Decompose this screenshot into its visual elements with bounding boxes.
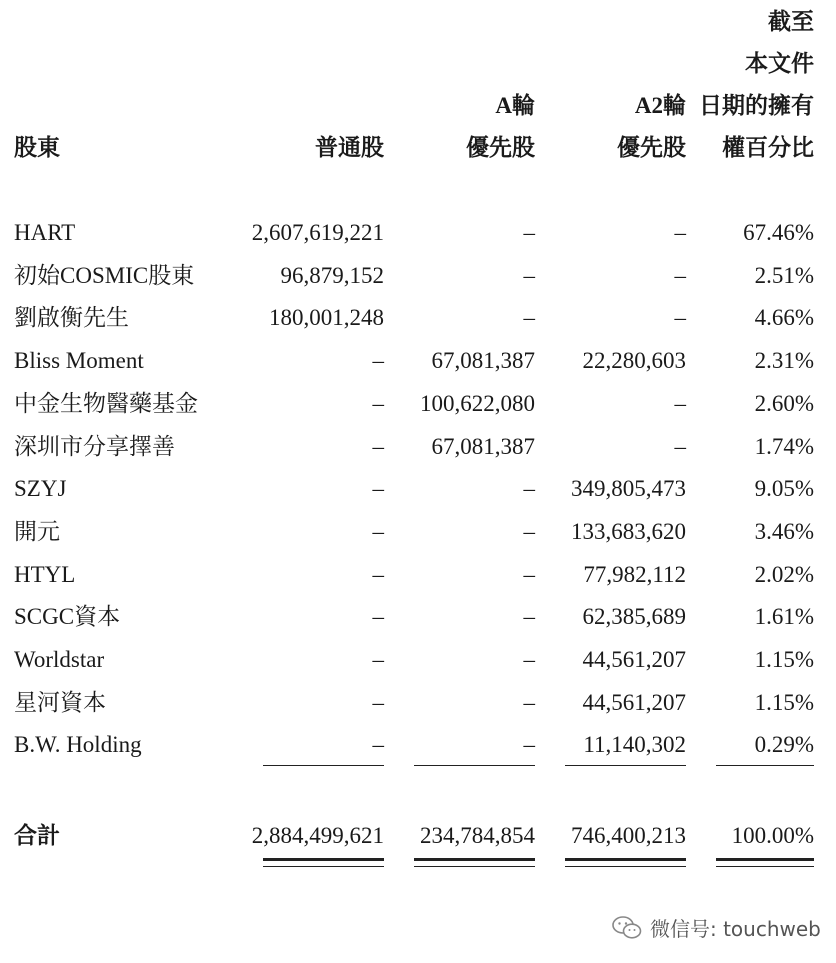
cell-name: 中金生物醫藥基金 — [14, 391, 198, 416]
watermark — [612, 913, 821, 942]
cell-ordinary: – — [372, 348, 384, 373]
cell-series-a: – — [523, 732, 535, 757]
cell-series-a2: 133,683,620 — [571, 519, 686, 544]
header-pct-line2: 本文件 — [745, 51, 814, 76]
total-label: 合計 — [14, 823, 60, 848]
cell-name: HART — [14, 220, 76, 245]
cell-pct: 1.15% — [754, 647, 814, 672]
header-pct-line3: 日期的擁有 — [699, 93, 814, 118]
total-double-rule-series-a-top — [414, 858, 535, 861]
cell-series-a: 67,081,387 — [431, 434, 535, 459]
total-double-rule-series-a2-top — [565, 858, 686, 861]
cell-ordinary: 180,001,248 — [269, 305, 384, 330]
header-pct-line1: 截至 — [768, 9, 814, 34]
cell-series-a2: 77,982,112 — [583, 562, 686, 587]
cell-ordinary: – — [372, 519, 384, 544]
total-double-rule-ordinary-top — [263, 858, 384, 861]
cell-name: 開元 — [14, 519, 60, 544]
cell-series-a2: 44,561,207 — [582, 690, 686, 715]
total-double-rule-pct-bottom — [716, 866, 814, 867]
cell-series-a: – — [523, 476, 535, 501]
total-double-rule-series-a2-bottom — [565, 866, 686, 867]
cell-ordinary: – — [372, 476, 384, 501]
wechat-icon — [612, 915, 642, 941]
cell-series-a: – — [523, 305, 535, 330]
cell-pct: 2.60% — [754, 391, 814, 416]
cell-series-a2: 11,140,302 — [583, 732, 686, 757]
cell-name: Worldstar — [14, 647, 105, 672]
header-shareholder: 股東 — [14, 135, 60, 160]
cell-pct: 4.66% — [754, 305, 814, 330]
cell-series-a2: – — [674, 220, 686, 245]
total-ordinary: 2,884,499,621 — [251, 823, 384, 848]
cell-series-a: – — [523, 220, 535, 245]
cell-series-a: – — [523, 604, 535, 629]
cell-ordinary: – — [372, 647, 384, 672]
watermark-text: 微信号: touchweb — [650, 917, 821, 941]
cell-pct: 1.15% — [754, 690, 814, 715]
cell-ordinary: 96,879,152 — [280, 263, 384, 288]
cell-series-a2: – — [674, 263, 686, 288]
cell-name: Bliss Moment — [14, 348, 144, 373]
cell-series-a2: – — [674, 391, 686, 416]
cell-pct: 3.46% — [754, 519, 814, 544]
cell-series-a2: – — [674, 434, 686, 459]
cell-pct: 2.02% — [754, 562, 814, 587]
cell-series-a: – — [523, 690, 535, 715]
cell-pct: 2.31% — [754, 348, 814, 373]
cell-series-a: – — [523, 519, 535, 544]
total-double-rule-ordinary-bottom — [263, 866, 384, 867]
cell-name: SZYJ — [14, 476, 67, 501]
cell-series-a: – — [523, 647, 535, 672]
cell-ordinary: – — [372, 690, 384, 715]
cell-pct: 1.74% — [754, 434, 814, 459]
cell-ordinary: – — [372, 562, 384, 587]
cell-name: HTYL — [14, 562, 76, 587]
header-ordinary: 普通股 — [315, 135, 384, 160]
cell-name: 星河資本 — [14, 690, 106, 715]
header-series-a2-line1: A2輪 — [634, 93, 686, 118]
header-pct-line4: 權百分比 — [722, 135, 814, 160]
cell-name: 初始COSMIC股東 — [14, 263, 195, 288]
cell-series-a2: – — [674, 305, 686, 330]
cell-series-a: 100,622,080 — [420, 391, 535, 416]
subtotal-rule-series-a2 — [565, 765, 686, 766]
cell-pct: 67.46% — [743, 220, 814, 245]
cell-series-a2: 349,805,473 — [571, 476, 686, 501]
cell-series-a: 67,081,387 — [431, 348, 535, 373]
cell-series-a: – — [523, 562, 535, 587]
subtotal-rule-series-a — [414, 765, 535, 766]
cell-name: 劉啟衡先生 — [14, 305, 129, 330]
cell-ordinary: – — [372, 434, 384, 459]
cell-ordinary: – — [372, 732, 384, 757]
cell-ordinary: 2,607,619,221 — [251, 220, 384, 245]
cell-pct: 9.05% — [754, 476, 814, 501]
cell-series-a2: 44,561,207 — [582, 647, 686, 672]
total-pct: 100.00% — [731, 823, 814, 848]
cell-name: SCGC資本 — [14, 604, 121, 629]
cell-pct: 0.29% — [754, 732, 814, 757]
subtotal-rule-ordinary — [263, 765, 384, 766]
cell-ordinary: – — [372, 391, 384, 416]
cell-pct: 1.61% — [754, 604, 814, 629]
total-series-a2: 746,400,213 — [571, 823, 686, 848]
total-series-a: 234,784,854 — [420, 823, 535, 848]
cell-series-a2: 62,385,689 — [582, 604, 686, 629]
cell-ordinary: – — [372, 604, 384, 629]
header-series-a2-line2: 優先股 — [617, 135, 686, 160]
header-series-a-line2: 優先股 — [466, 135, 535, 160]
cell-series-a: – — [523, 263, 535, 288]
header-series-a-line1: A輪 — [495, 93, 535, 118]
subtotal-rule-pct — [716, 765, 814, 766]
cell-series-a2: 22,280,603 — [582, 348, 686, 373]
cell-name: B.W. Holding — [14, 732, 142, 757]
cell-name: 深圳市分享擇善 — [14, 434, 175, 459]
cell-pct: 2.51% — [754, 263, 814, 288]
total-double-rule-series-a-bottom — [414, 866, 535, 867]
total-double-rule-pct-top — [716, 858, 814, 861]
